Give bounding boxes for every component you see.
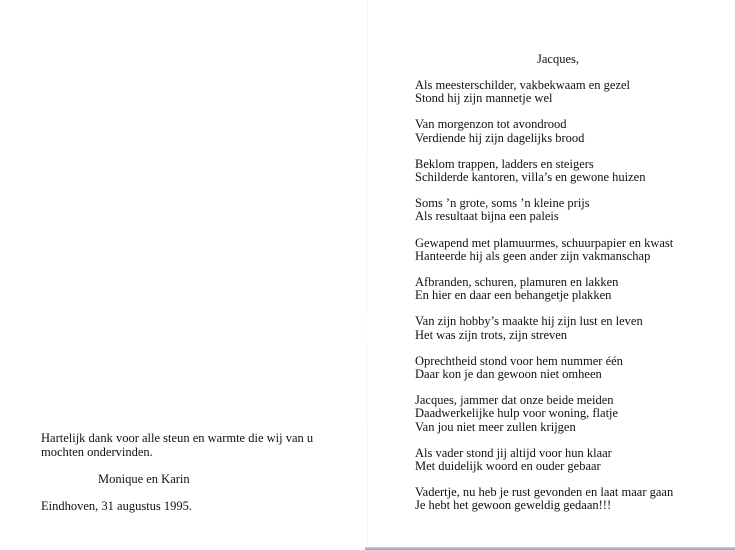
thanks-line: mochten ondervinden. (41, 445, 153, 459)
poem-line: Schilderde kantoren, villa’s en gewone huizen (415, 170, 646, 185)
poem-stanza (415, 315, 725, 341)
poem-stanza (415, 237, 725, 263)
poem-line: Gewapend met plamuurmes, schuurpapier en kwast (415, 235, 674, 250)
poem-line: Soms ’n grote, soms ’n kleine prijs (415, 196, 590, 211)
poem-line: Hanteerde hij als geen ander zijn vakmanschap (415, 248, 651, 263)
poem-line: Daadwerkelijke hulp voor woning, flatje (415, 406, 619, 421)
poem-line: Vadertje, nu heb je rust gevonden en laat maar gaan (415, 485, 674, 500)
poem-stanza (415, 276, 725, 302)
poem-line: Verdiende hij zijn dagelijks brood (415, 130, 585, 145)
signature: Monique en Karin (98, 472, 190, 486)
poem-stanza (415, 118, 725, 144)
poem-line: Je hebt het gewoon geweldig gedaan!!! (415, 498, 612, 513)
poem-line: Als resultaat bijna een paleis (415, 209, 559, 224)
poem (415, 79, 725, 526)
poem-stanza (415, 394, 725, 434)
thanks-line: Hartelijk dank voor alle steun en warmte die wij van u (41, 431, 314, 445)
poem-line: Met duidelijk woord en ouder gebaar (415, 459, 601, 474)
poem-line: Daar kon je dan gewoon niet omheen (415, 367, 602, 382)
poem-line: Het was zijn trots, zijn streven (415, 327, 568, 342)
thanks-message (41, 431, 341, 459)
poem-stanza (415, 158, 725, 184)
poem-line: Oprechtheid stond voor hem nummer één (415, 353, 623, 368)
poem-stanza (415, 79, 725, 105)
poem-title: Jacques, (537, 52, 579, 66)
poem-line: Afbranden, schuren, plamuren en lakken (415, 275, 619, 290)
poem-line: Stond hij zijn mannetje wel (415, 91, 553, 106)
place-date: Eindhoven, 31 augustus 1995. (41, 499, 193, 513)
card-fold-line (367, 0, 368, 550)
poem-line: Als vader stond jij altijd voor hun klaar (415, 445, 612, 460)
poem-line: Als meesterschilder, vakbekwaam en gezel (415, 78, 631, 92)
poem-stanza (415, 197, 725, 223)
poem-line: Jacques, jammer dat onze beide meiden (415, 393, 614, 408)
poem-stanza (415, 447, 725, 473)
poem-line: En hier en daar een behangetje plakken (415, 288, 612, 303)
poem-stanza (415, 355, 725, 381)
poem-line: Van zijn hobby’s maakte hij zijn lust en leven (415, 314, 643, 329)
poem-line: Van morgenzon tot avondrood (415, 117, 567, 132)
poem-line: Van jou niet meer zullen krijgen (415, 419, 576, 434)
poem-line: Beklom trappen, ladders en steigers (415, 156, 594, 171)
poem-stanza (415, 486, 725, 512)
